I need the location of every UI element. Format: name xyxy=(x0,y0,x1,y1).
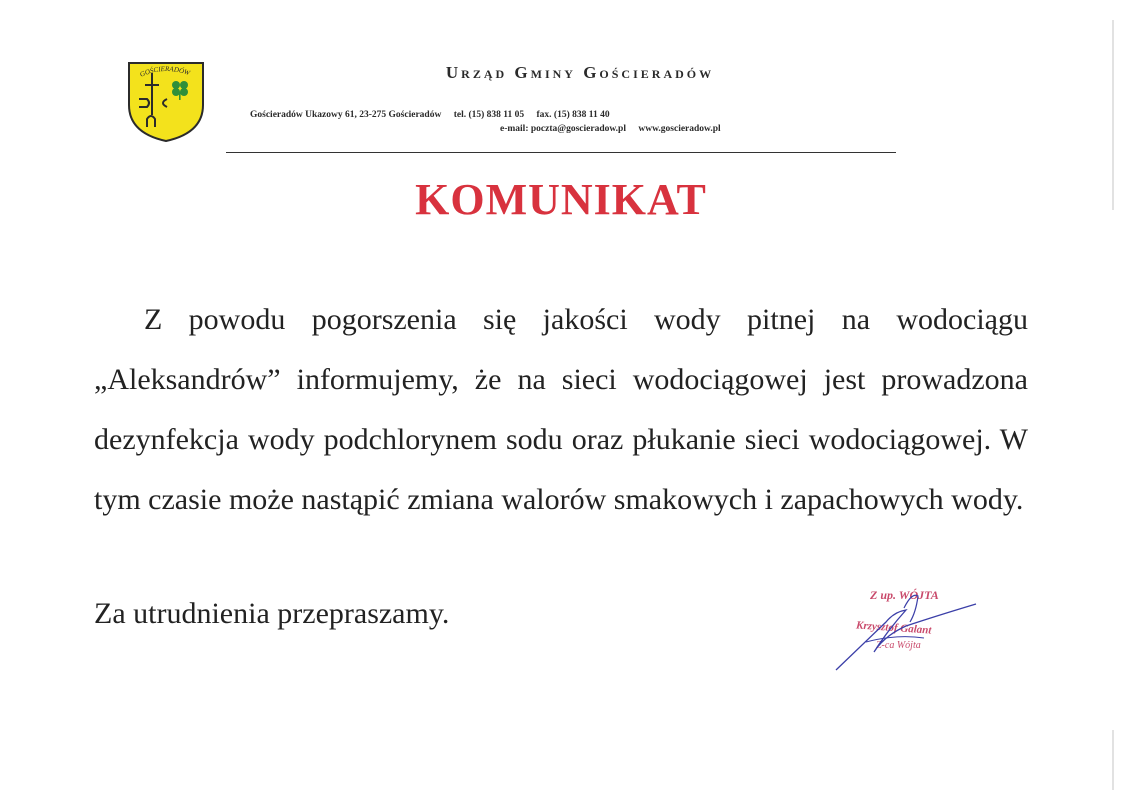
office-name: Urząd Gminy Gościeradów xyxy=(445,63,715,82)
office-fax: fax. (15) 838 11 40 xyxy=(536,110,610,120)
office-phone: tel. (15) 838 11 05 xyxy=(453,110,525,120)
contact-line-1 xyxy=(250,110,1010,120)
stamp-signatory-name: Krzysztof Galant xyxy=(855,619,932,637)
handwritten-signature-icon xyxy=(826,582,986,682)
stamp-authorization: Z up. WÓJTA xyxy=(870,588,939,602)
office-email[interactable]: e-mail: poczta@goscieradow.pl xyxy=(500,124,626,134)
announcement-title: KOMUNIKAT xyxy=(415,175,707,224)
scan-edge-mark xyxy=(1112,20,1114,210)
announcement-body-text: Z powodu pogorszenia się jakości wody pitnej na wodociągu „Aleksandrów” informujemy, że na sieci wodociągowej jest prowadzona dezynfekcja wody podchlorynem sodu oraz płukanie sieci wodociągowej. W tym czasie może nastąpić zmiana walorów smakowych i zapachowych wody. xyxy=(94,303,1028,516)
header-divider xyxy=(226,152,896,153)
announcement-body xyxy=(94,290,1028,530)
scan-edge-mark xyxy=(1112,730,1114,790)
closing-apology: Za utrudnienia przepraszamy. xyxy=(94,597,450,630)
office-address: Gościeradów Ukazowy 61, 23-275 Gościeradów xyxy=(250,110,442,120)
official-stamp-signature xyxy=(826,582,986,682)
office-website[interactable]: www.goscieradow.pl xyxy=(638,124,721,134)
stamp-signatory-role: Z-ca Wójta xyxy=(876,640,921,651)
crest-text: GOŚCIERADÓW xyxy=(138,64,191,79)
municipality-crest-logo xyxy=(121,55,211,145)
crest-shield-icon xyxy=(121,55,211,145)
contact-line-2 xyxy=(240,124,1010,134)
